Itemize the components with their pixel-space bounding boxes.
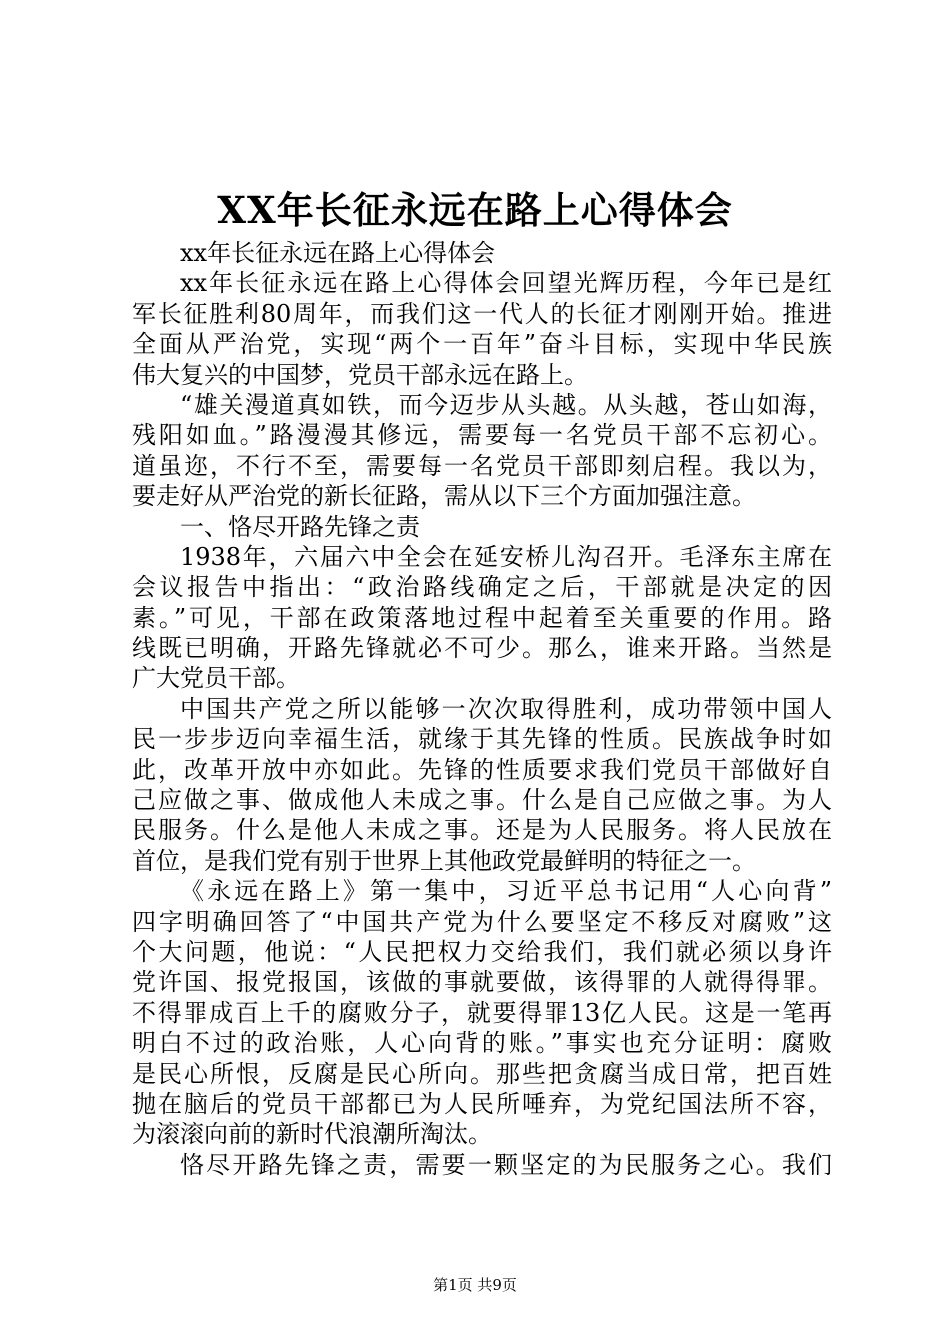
text-line: 首位，是我们党有别于世界上其他政党最鲜明的特征之一。: [132, 846, 756, 875]
document-body: [132, 238, 832, 1180]
text-line: 残阳如血。”路漫漫其修远，需要每一名党员干部不忘初心。: [132, 421, 832, 450]
text-line: 中国共产党之所以能够一次次取得胜利，成功带领中国人: [180, 694, 832, 723]
text-line: 四字明确回答了“中国共产党为什么要坚定不移反对腐败”这: [132, 907, 832, 936]
text-line: 线既已明确，开路先锋就必不可少。那么，谁来开路。当然是: [132, 634, 832, 663]
text-line: xx年长征永远在路上心得体会: [180, 239, 496, 267]
paragraph: [132, 238, 832, 268]
paragraph: [132, 512, 832, 542]
paragraph: [132, 876, 832, 1150]
text-line: 不得罪成百上千的腐败分子，就要得罪13亿人民。这是一笔再: [132, 998, 832, 1027]
text-line: 明白不过的政治账，人心向背的账。”事实也充分证明：腐败: [132, 1029, 832, 1058]
paragraph: [132, 268, 832, 390]
text-line: 是民心所恨，反腐是民心所向。那些把贪腐当成日常，把百姓: [132, 1059, 832, 1088]
text-line: 民一步步迈向幸福生活，就缘于其先锋的性质。民族战争时如: [132, 725, 832, 754]
paragraph: [132, 390, 832, 512]
text-line: xx年长征永远在路上心得体会回望光辉历程，今年已是红: [180, 269, 832, 298]
text-line: 己应做之事、做成他人未成之事。什么是自己应做之事。为人: [132, 786, 832, 815]
paragraph: [132, 1150, 832, 1180]
text-line: 为滚滚向前的新时代浪潮所淘汰。: [132, 1120, 492, 1149]
text-line: “雄关漫道真如铁，而今迈步从头越。从头越，苍山如海，: [180, 390, 832, 419]
text-line: 恪尽开路先锋之责，需要一颗坚定的为民服务之心。我们: [180, 1150, 832, 1179]
text-line: 道虽迩，不行不至，需要每一名党员干部即刻启程。我以为，: [132, 451, 832, 480]
text-line: 全面从严治党，实现“两个一百年”奋斗目标，实现中华民族: [132, 330, 832, 359]
text-line: 要走好从严治党的新长征路，需从以下三个方面加强注意。: [132, 482, 756, 511]
text-line: 个大问题，他说：“人民把权力交给我们，我们就必须以身许: [132, 937, 832, 966]
text-line: 此，改革开放中亦如此。先锋的性质要求我们党员干部做好自: [132, 755, 832, 784]
paragraph: [132, 694, 832, 876]
text-line: 素。”可见，干部在政策落地过程中起着至关重要的作用。路: [132, 603, 832, 632]
text-line: 一、恪尽开路先锋之责: [180, 512, 420, 541]
text-line: 《永远在路上》第一集中，习近平总书记用“人心向背”: [180, 877, 832, 906]
text-line: 党许国、报党报国，该做的事就要做，该得罪的人就得得罪。: [132, 968, 832, 997]
text-line: 1938年，六届六中全会在延安桥儿沟召开。毛泽东主席在: [180, 542, 832, 571]
text-line: 民服务。什么是他人未成之事。还是为人民服务。将人民放在: [132, 816, 832, 845]
document-title: XX年长征永远在路上心得体会: [217, 188, 733, 232]
text-line: 抛在脑后的党员干部都已为人民所唾弃，为党纪国法所不容，: [132, 1089, 832, 1118]
text-line: 伟大复兴的中国梦，党员干部永远在路上。: [132, 360, 588, 389]
text-line: 军长征胜利80周年，而我们这一代人的长征才刚刚开始。推进: [132, 299, 832, 328]
text-line: 广大党员干部。: [132, 664, 300, 693]
page-footer: 第1页 共9页: [433, 1276, 517, 1294]
paragraph: [132, 542, 832, 694]
text-line: 会议报告中指出：“政治路线确定之后，干部就是决定的因: [132, 573, 832, 602]
